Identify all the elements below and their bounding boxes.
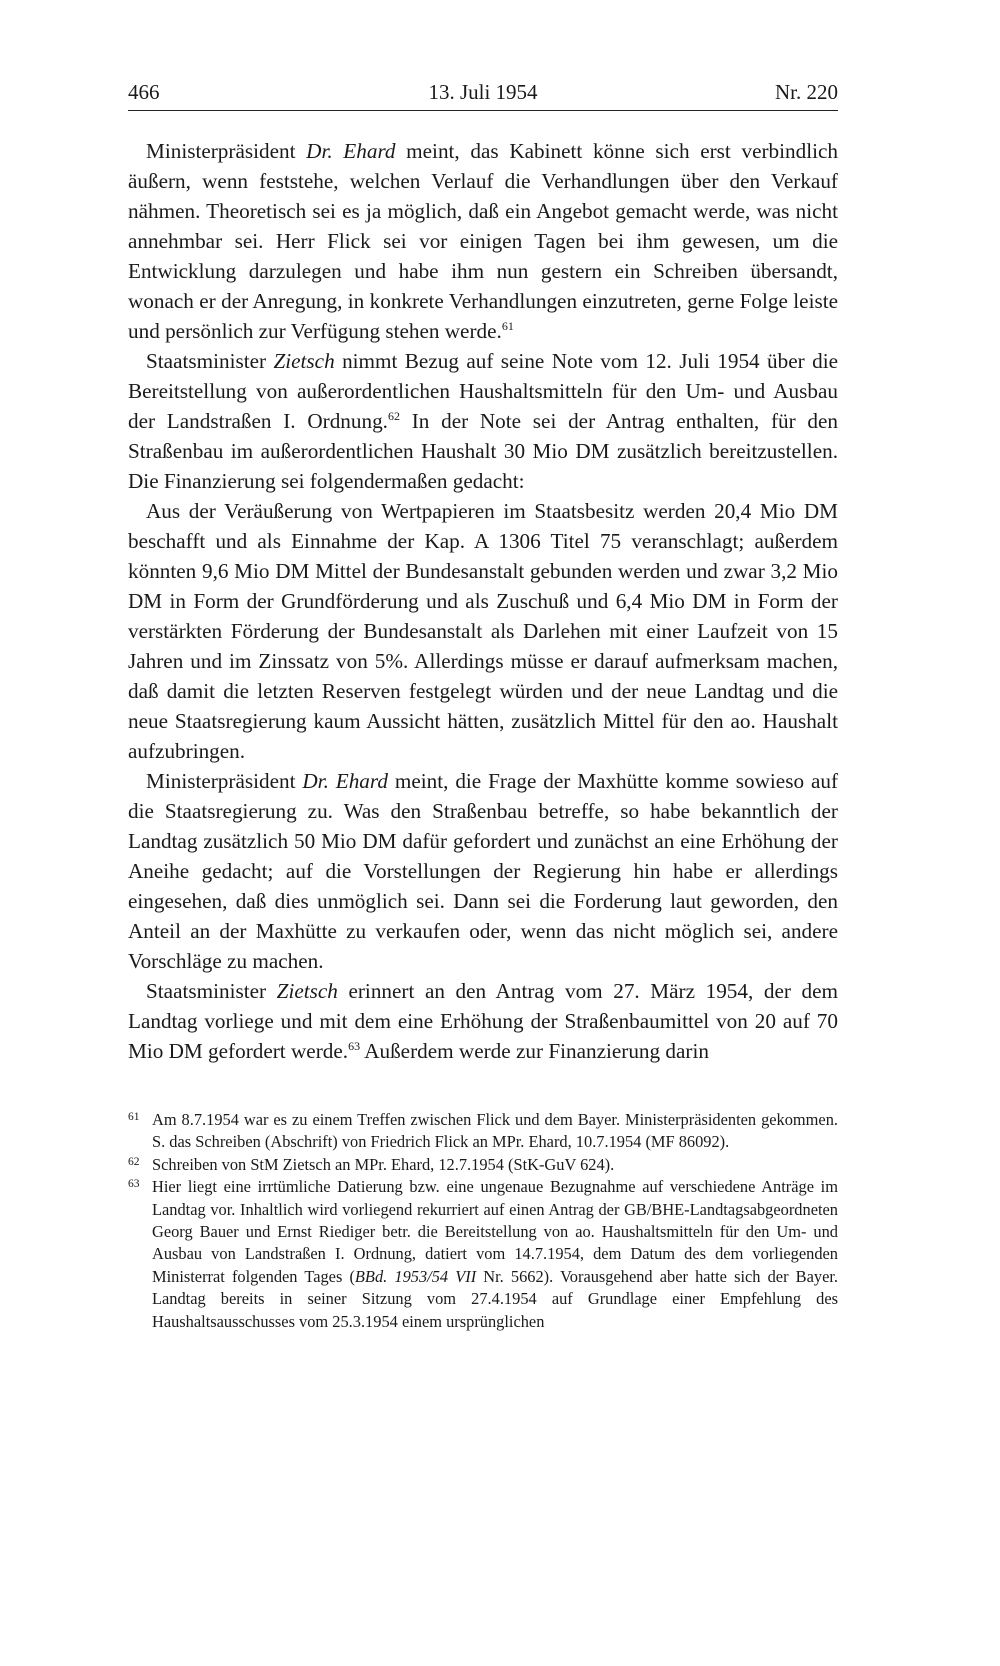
header-date: 13. Juli 1954 [428,80,538,104]
speaker-role: Ministerpräsident [146,769,303,793]
main-text [128,136,838,1066]
paragraph-text-continued: Außerdem werde zur Finanzierung darin [360,1039,709,1063]
speaker-name: Zietsch [276,979,338,1003]
paragraph [128,976,838,1066]
speaker-role: Staatsminister [146,349,274,373]
paragraph [128,766,838,976]
document-number: Nr. 220 [775,80,838,104]
footnote-ref[interactable]: 61 [501,319,514,333]
paragraph-text: meint, die Frage der Maxhütte komme sowieso auf die Staatsregierung zu. Was den Straßenbau betreffe, so habe bekanntlich der Landtag zusätzlich 50 Mio DM dafür gefordert und zunächst an eine Erhöhung der Aneihe gedacht; auf die Vorstellungen der Regierung hin habe er allerdings eingesehen, daß dies unmöglich sei. Dann sei die Forderung laut geworden, den Anteil an der Maxhütte zu verkaufen oder, wenn das nicht möglich sei, andere Vorschläge zu machen. [128,769,838,973]
footnote-62 [128,1154,838,1176]
footnotes [128,1109,838,1333]
footnote-61 [128,1109,838,1154]
page-number: 466 [128,80,160,104]
speaker-name: Zietsch [273,349,335,373]
speaker-role: Staatsminister [146,979,277,1003]
footnote-63 [128,1176,838,1333]
paragraph-text: nimmt Bezug auf seine Note vom 12. Juli 1954 über die Bereitstellung von außerordentlichen Haushaltsmitteln für den Um- und Ausbau der Landstraßen I. Ordnung. [128,349,838,433]
footnote-text: Schreiben von StM Zietsch an MPr. Ehard, 12.7.1954 (StK-GuV 624). [152,1154,615,1174]
footnote-text: Am 8.7.1954 war es zu einem Treffen zwischen Flick und dem Bayer. Ministerpräsidenten gekommen. S. das Schreiben (Abschrift) von Friedrich Flick an MPr. Ehard, 10.7.1954 (MF 86092). [152,1110,838,1152]
paragraph-text: Aus der Veräußerung von Wertpapieren im Staatsbesitz werden 20,4 Mio DM beschafft und als Einnahme der Kap. A 1306 Titel 75 veranschlagt; außerdem könnten 9,6 Mio DM Mittel der Bundesanstalt gebunden werden und zwar 3,2 Mio DM in Form der Grundförderung und als Zuschuß und 6,4 Mio DM in Form der verstärkten Förderung der Bundesanstalt als Darlehen mit einer Laufzeit von 15 Jahren und im Zinssatz von 5%. Allerdings müsse er darauf aufmerksam machen, daß damit die letzten Reserven festgelegt würden und der neue Landtag und die neue Staatsregierung kaum Aussicht hätten, zusätzlich Mittel für den ao. Haushalt aufzubringen. [128,499,838,763]
footnote-text-continued: Nr. 5662). Vorausgehend aber hatte sich der Bayer. Landtag bereits in seiner Sitzung vom 27.4.1954 auf Grundlage einer Empfehlung des Haushaltsausschusses vom 25.3.1954 einem ursprünglichen [152,1266,838,1331]
footnote-citation: BBd. 1953/54 VII [354,1266,477,1286]
footnote-ref[interactable]: 63 [348,1039,361,1053]
footnote-number: 62 [128,1155,140,1168]
paragraph [128,346,838,496]
running-header [128,76,838,111]
speaker-name: Dr. Ehard [306,139,396,163]
paragraph [128,136,838,346]
footnote-number: 61 [128,1111,140,1123]
footnote-ref[interactable]: 62 [387,409,400,423]
paragraph [128,496,838,766]
paragraph-text: erinnert an den Antrag vom 27. März 1954, der dem Landtag vorliege und mit dem eine Erhöhung der Straßenbaumittel von 20 auf 70 Mio DM gefordert werde. [128,979,838,1063]
footnote-text: Hier liegt eine irrtümliche Datierung bzw. eine ungenaue Bezugnahme auf verschiedene Anträge im Landtag vor. Inhaltlich wird vorliegend rekurriert auf einen Antrag der GB/BHE-Landtagsabgeordneten Georg Bauer und Ernst Riediger betr. die Bereitstellung von ao. Haushaltsmitteln für den Um- und Ausbau von Landstraßen I. Ordnung, datiert vom 14.7.1954, dem Datum des dem vorliegenden Ministerrat folgenden Tages ( [152,1177,838,1286]
paragraph-text-continued: In der Note sei der Antrag enthalten, für den Straßenbau im außerordentlichen Haushalt 30 Mio DM zusätzlich bereitzustellen. Die Finanzierung sei folgendermaßen gedacht: [128,409,839,493]
paragraph-text: meint, das Kabinett könne sich erst verbindlich äußern, wenn feststehe, welchen Verlauf die Verhandlungen über den Verkauf nähmen. Theoretisch sei es ja möglich, daß ein Angebot gemacht werde, was nicht annehmbar sei. Herr Flick sei vor einigen Tagen bei ihm gewesen, um die Entwicklung darzulegen und habe ihm nun gestern ein Schreiben übersandt, wonach er der Anregung, in konkrete Verhandlungen einzutreten, gerne Folge leiste und persönlich zur Verfügung stehen werde. [128,139,838,343]
speaker-name: Dr. Ehard [302,769,388,793]
speaker-role: Ministerpräsident [146,139,307,163]
footnote-number: 63 [128,1178,140,1191]
